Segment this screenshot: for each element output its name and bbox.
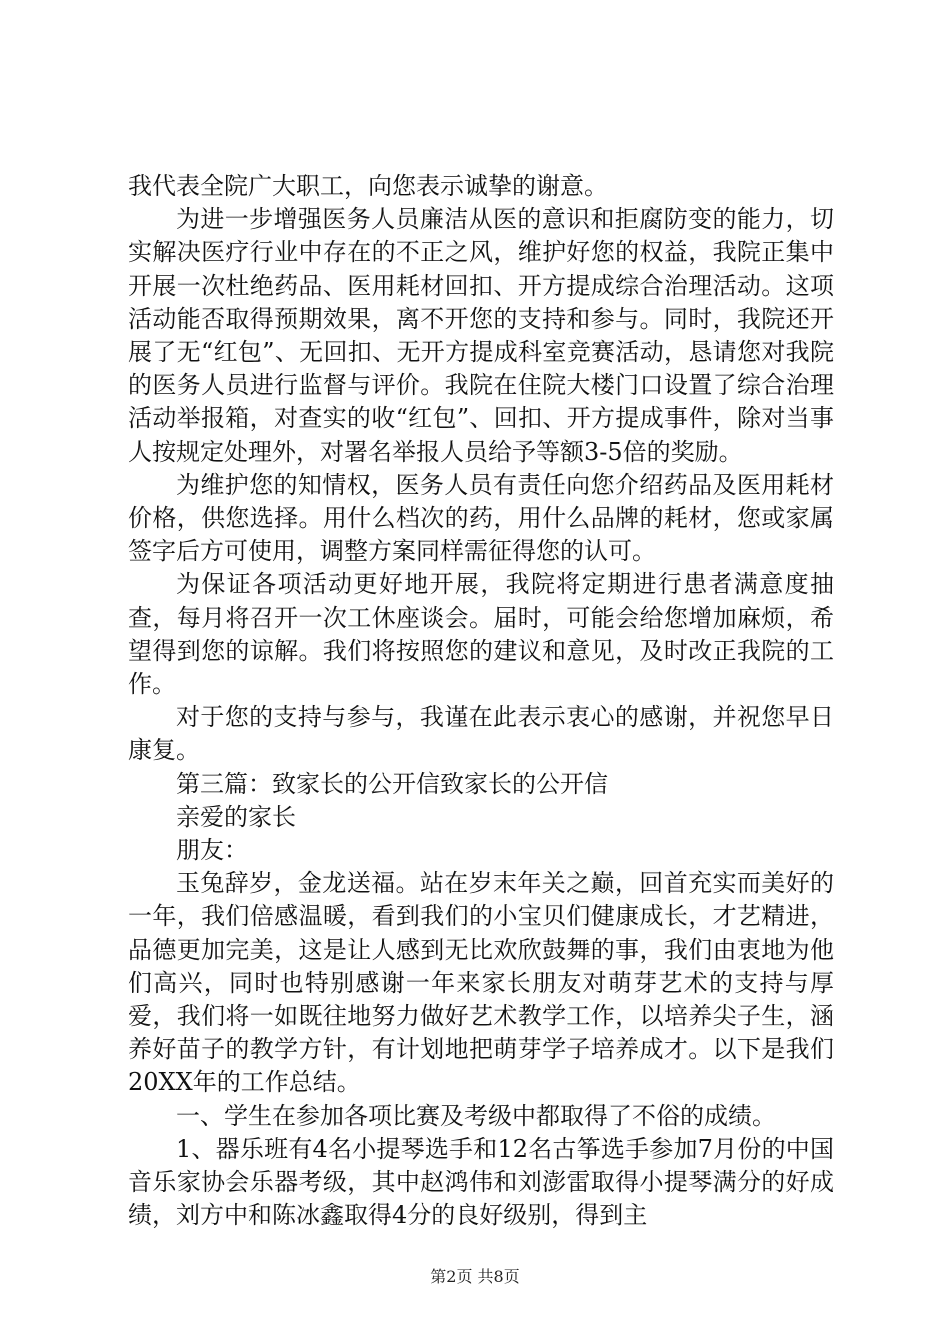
paragraph: 玉兔辞岁，金龙送福。站在岁末年关之巅，回首充实而美好的一年，我们倍感温暖，看到我们的小宝贝们健康成长，才艺精进，品德更加完美，这是让人感到无比欢欣鼓舞的事，我们由衷地为他们高兴，同时也特别感谢一年来家长朋友对萌芽艺术的支持与厚爱，我们将一如既往地努力做好艺术教学工作，以培养尖子生，涵养好苗子的教学方针，有计划地把萌芽学子培养成才。以下是我们20XX年的工作总结。 bbox=[128, 869, 834, 1097]
section-heading: 第三篇：致家长的公开信致家长的公开信 bbox=[176, 769, 608, 798]
paragraph: 为进一步增强医务人员廉洁从医的意识和拒腐防变的能力，切实解决医疗行业中存在的不正之风，维护好您的权益，我院正集中开展一次杜绝药品、医用耗材回扣、开方提成综合治理活动。这项活动能否取得预期效果，离不开您的支持和参与。同时，我院还开展了无“红包”、无回扣、无开方提成科室竞赛活动，恳请您对我院的医务人员进行监督与评价。我院在住院大楼门口设置了综合治理活动举报箱，对查实的收“红包”、回扣、开方提成事件，除对当事人按规定处理外，对署名举报人员给予等额3-5倍的奖励。 bbox=[128, 205, 834, 466]
paragraph: 1、器乐班有4名小提琴选手和12名古筝选手参加7月份的中国音乐家协会乐器考级，其中赵鸿伟和刘澎雷取得小提琴满分的好成绩，刘方中和陈冰鑫取得4分的良好级别，得到主 bbox=[128, 1134, 834, 1230]
salutation: 亲爱的家长 bbox=[176, 802, 296, 831]
paragraph: 一、学生在参加各项比赛及考级中都取得了不俗的成绩。 bbox=[176, 1101, 776, 1130]
page-number: 第2页 共8页 bbox=[430, 1267, 520, 1286]
paragraph: 为保证各项活动更好地开展，我院将定期进行患者满意度抽查，每月将召开一次工休座谈会。届时，可能会给您增加麻烦，希望得到您的谅解。我们将按照您的建议和意见，及时改正我院的工作。 bbox=[128, 570, 834, 699]
paragraph: 对于您的支持与参与，我谨在此表示衷心的感谢，并祝您早日康复。 bbox=[128, 703, 834, 765]
paragraph: 为维护您的知情权，医务人员有责任向您介绍药品及医用耗材价格，供您选择。用什么档次的药，用什么品牌的耗材，您或家属签字后方可使用，调整方案同样需征得您的认可。 bbox=[128, 470, 834, 566]
salutation: 朋友： bbox=[176, 836, 248, 865]
paragraph: 我代表全院广大职工，向您表示诚挚的谢意。 bbox=[128, 172, 608, 200]
document-body bbox=[128, 170, 834, 1233]
